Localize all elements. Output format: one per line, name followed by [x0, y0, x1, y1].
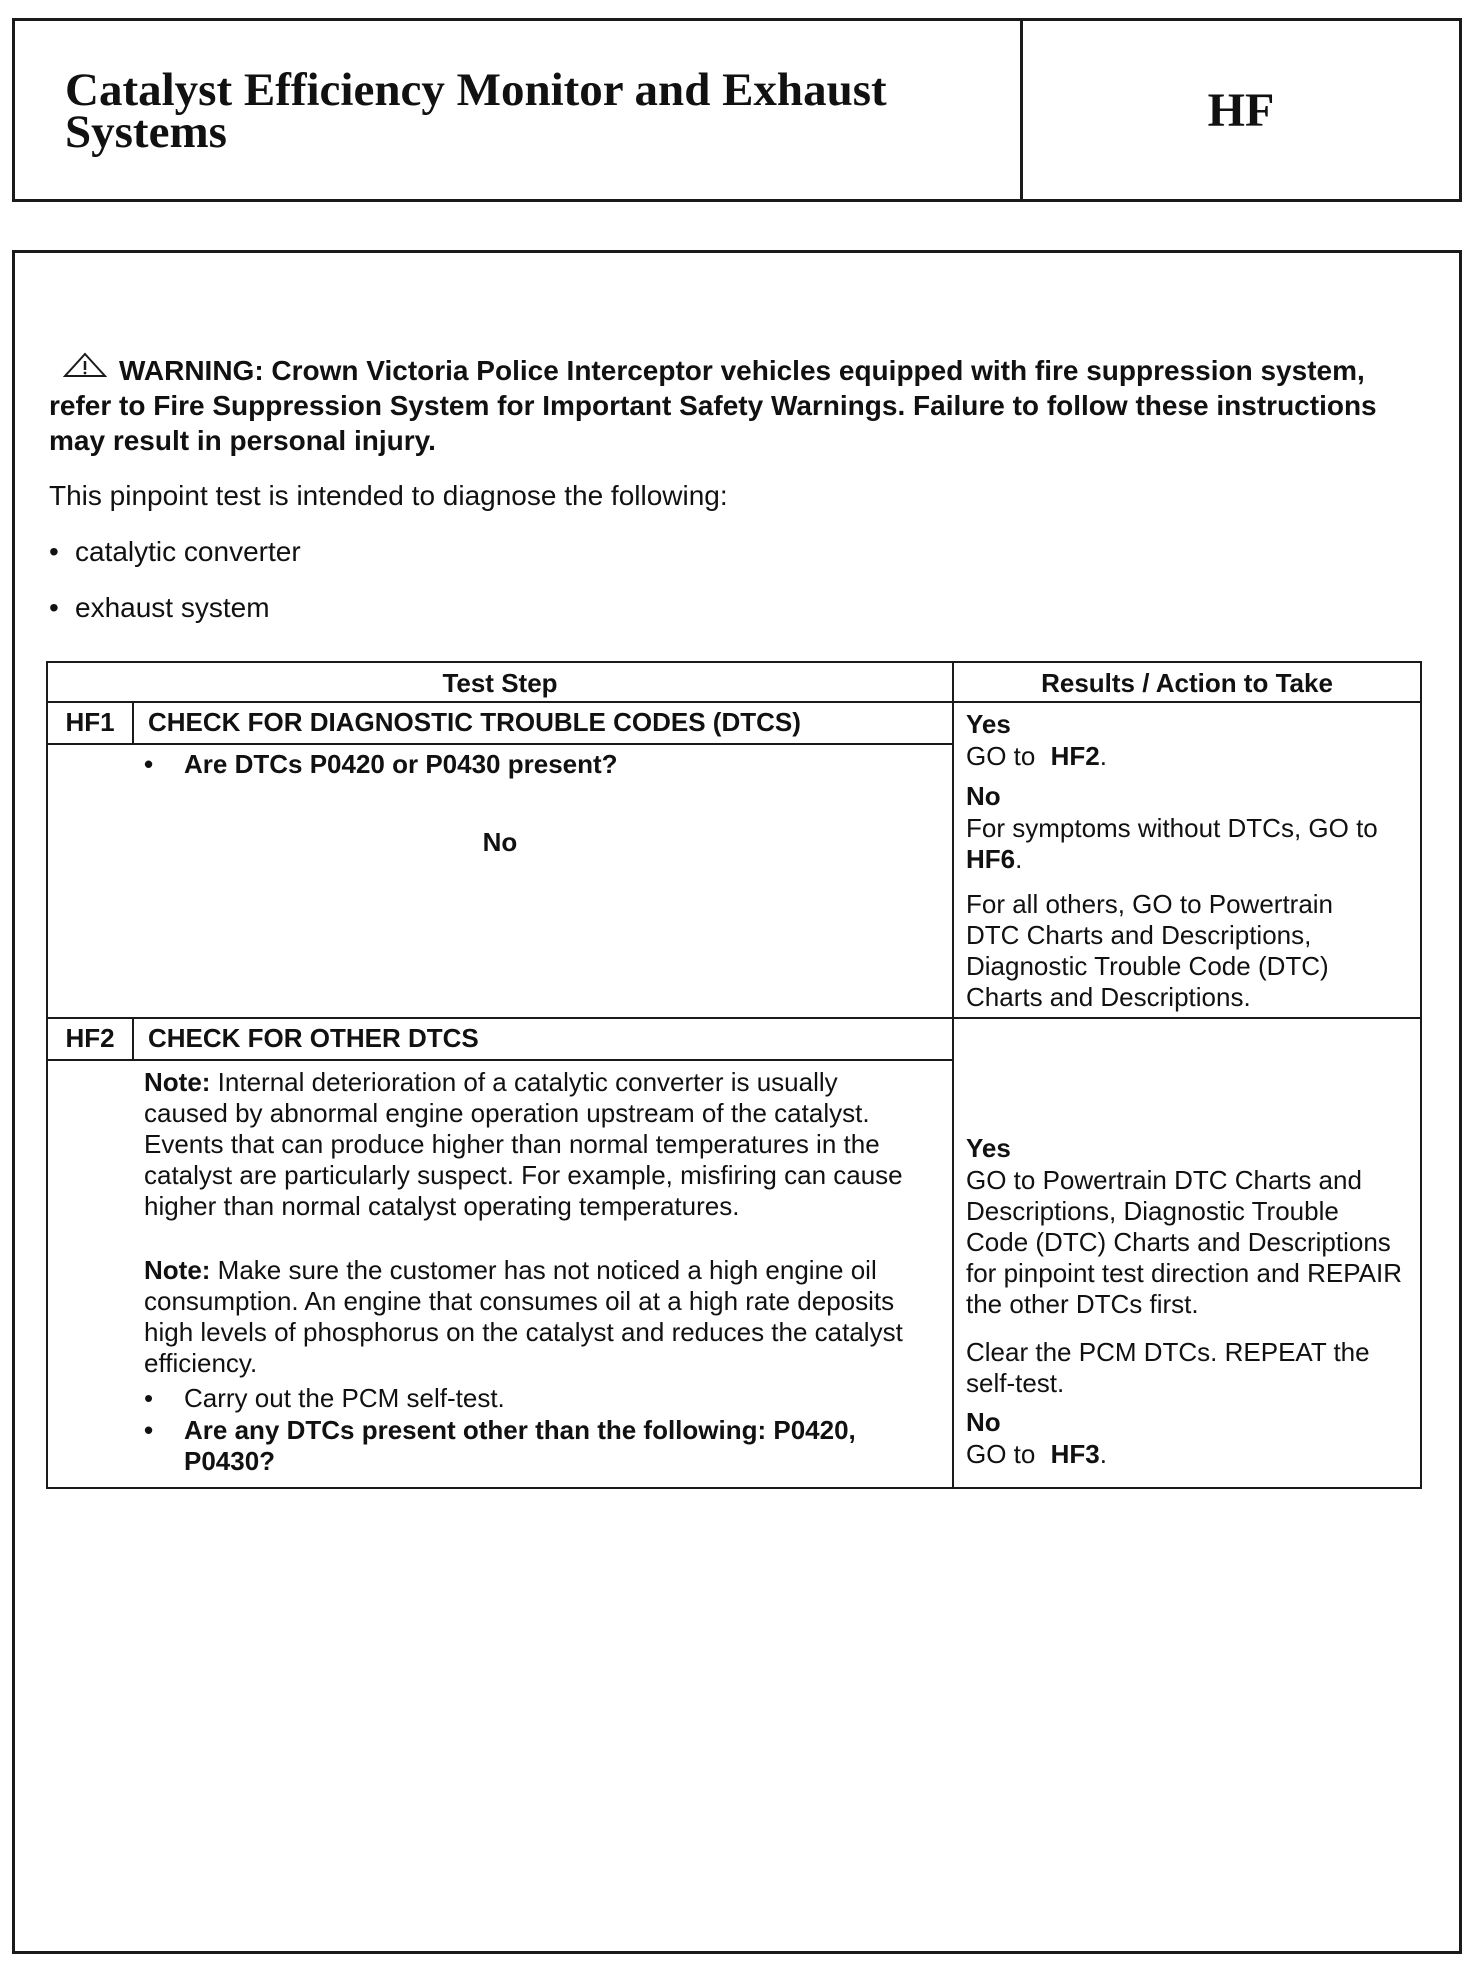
goto-link-hf6[interactable]: HF6	[966, 844, 1016, 874]
section-code: HF	[1207, 83, 1275, 137]
result-yes-label-hf2: Yes	[966, 1133, 1011, 1163]
list-item: • exhaust system	[49, 592, 270, 623]
intro-text: This pinpoint test is intended to diagnose the following:	[49, 480, 728, 511]
page-title: Catalyst Efficiency Monitor and Exhaust Systems	[15, 21, 1023, 199]
step-code-hf1: HF1	[65, 707, 115, 737]
column-header-test-step: Test Step	[442, 668, 558, 698]
step-note1-hf2: Note: Internal deterioration of a catalytic converter is usually caused by abnormal engine operation upstream of the catalyst. Events that can produce higher than normal temperatures in the catalyst are particularly suspect. For example, misfiring can cause higher than normal catalyst operating temperatures.	[144, 1067, 903, 1221]
warning-triangle-icon	[63, 351, 107, 377]
result-others-hf1: For all others, GO to Powertrain DTC Charts and Descriptions, Diagnostic Trouble Code (DTC) Charts and Descriptions.	[966, 889, 1334, 1012]
result-no-hf2: GO to HF3.	[966, 1439, 1107, 1469]
content-panel	[12, 250, 1462, 1954]
warning-block	[49, 351, 1429, 458]
diagnose-list	[49, 535, 301, 647]
test-table	[46, 661, 1422, 1489]
result-yes-hf2: GO to Powertrain DTC Charts and Descriptions, Diagnostic Trouble Code (DTC) Charts and Descriptions for pinpoint test direction and REPAIR the other DTCs first.	[966, 1165, 1402, 1319]
step-bullet2-hf2: • Are any DTCs present other than the following: P0420, P0430?	[144, 1415, 856, 1476]
result-yes2-hf2: Clear the PCM DTCs. REPEAT the self-test.	[966, 1337, 1370, 1398]
goto-link-hf3[interactable]: HF3	[1050, 1439, 1100, 1469]
step-title-hf1: CHECK FOR DIAGNOSTIC TROUBLE CODES (DTCS)	[148, 707, 801, 737]
result-no-label-hf1: No	[966, 781, 1001, 811]
list-item: • catalytic converter	[49, 536, 301, 567]
warning-text: WARNING: Crown Victoria Police Interceptor vehicles equipped with fire suppression system, refer to Fire Suppression System for Important Safety Warnings. Failure to follow these instructions may result in personal injury.	[49, 355, 1377, 456]
page-header	[12, 18, 1462, 202]
step-note-hf1: No	[482, 827, 518, 857]
step-note2-hf2: Note: Make sure the customer has not noticed a high engine oil consumption. An engine that consumes oil at a high rate deposits high levels of phosphorus on the catalyst and reduces the catalyst efficiency.	[144, 1255, 903, 1378]
goto-link-hf2[interactable]: HF2	[1050, 741, 1100, 771]
column-header-results: Results / Action to Take	[1041, 668, 1333, 698]
result-yes-label-hf1: Yes	[966, 709, 1011, 739]
step-title-hf2: CHECK FOR OTHER DTCS	[148, 1023, 479, 1053]
result-yes-hf1: GO to HF2.	[966, 741, 1107, 771]
step-code-hf2: HF2	[65, 1023, 115, 1053]
result-no-hf1: For symptoms without DTCs, GO to HF6.	[966, 813, 1378, 874]
result-no-label-hf2: No	[966, 1407, 1001, 1437]
step-question-hf1: • Are DTCs P0420 or P0430 present?	[144, 749, 618, 779]
step-bullet1-hf2: • Carry out the PCM self-test.	[144, 1383, 505, 1413]
